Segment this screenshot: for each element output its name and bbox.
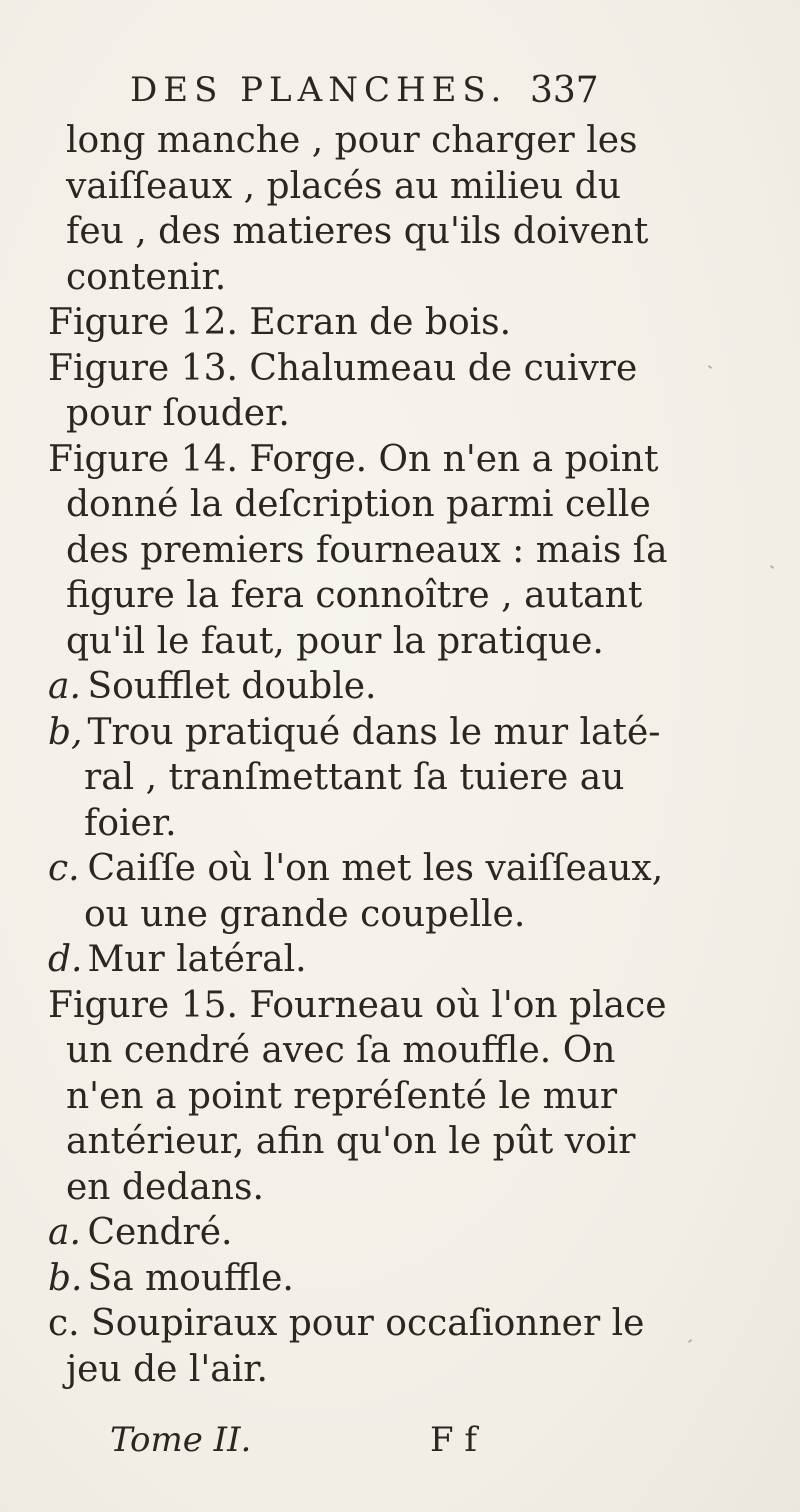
text-line (48, 1301, 768, 1347)
text-line (48, 619, 768, 665)
text-line (48, 710, 768, 756)
text-line (48, 482, 768, 528)
text-line (48, 209, 768, 255)
line-text: Soufflet double. (87, 666, 377, 707)
running-header (130, 70, 630, 110)
text-line (48, 1210, 768, 1256)
line-text: long manche , pour charger les (66, 120, 638, 161)
line-text: c. Soupiraux pour occaſionner le (48, 1303, 645, 1344)
text-line (48, 1165, 768, 1211)
text-line (48, 1256, 768, 1302)
line-text: des premiers fourneaux : mais ſa (66, 529, 668, 571)
line-text: Figure 12. Ecran de bois. (48, 302, 512, 343)
text-line (48, 300, 768, 346)
line-text: figure la fera connoître , autant (66, 575, 643, 616)
line-text: foier. (84, 802, 177, 844)
text-line (48, 937, 768, 983)
line-text: jeu de l'air. (66, 1348, 268, 1390)
item-marker: b. (48, 1257, 83, 1299)
text-line (48, 664, 768, 710)
item-marker: d. (48, 939, 83, 980)
text-line (48, 164, 768, 210)
signature-mark: F f (430, 1420, 477, 1460)
line-text: en dedans. (66, 1166, 264, 1208)
text-line (48, 1347, 768, 1393)
text-line (48, 983, 768, 1029)
item-marker: a. (48, 1212, 81, 1253)
line-text: Cendré. (87, 1212, 233, 1253)
page-number: 337 (530, 70, 599, 111)
line-text: qu'il le faut, pour la pratique. (66, 620, 604, 662)
paper-speck (770, 565, 774, 569)
line-text: Figure 13. Chalumeau de cuivre (48, 347, 638, 389)
text-line (48, 346, 768, 392)
line-text: Trou pratiqué dans le mur laté- (87, 711, 661, 753)
text-line (48, 755, 768, 801)
line-text: feu , des matieres qu'ils doivent (66, 211, 649, 252)
text-line (48, 255, 768, 301)
line-text: Mur latéral. (87, 939, 307, 980)
item-marker: c. (48, 848, 80, 889)
text-line (48, 1074, 768, 1120)
text-line (48, 573, 768, 619)
item-marker: a. (48, 666, 81, 707)
tome-label: Tome II. (110, 1420, 252, 1460)
line-text: ou une grande coupelle. (84, 893, 526, 935)
line-text: contenir. (66, 256, 227, 298)
line-text: pour ſouder. (66, 393, 290, 434)
text-line (48, 1028, 768, 1074)
text-line (48, 801, 768, 847)
line-text: Figure 14. Forge. On n'en a point (48, 438, 659, 480)
page-footer (110, 1420, 710, 1460)
text-line (48, 528, 768, 574)
text-line (48, 437, 768, 483)
line-text: Caiſſe où l'on met les vaiſſeaux, (87, 848, 664, 889)
line-text: vaiſſeaux , placés au milieu du (66, 165, 621, 207)
text-line (48, 118, 768, 164)
text-line (48, 1119, 768, 1165)
text-line (48, 846, 768, 892)
text-line (48, 391, 768, 437)
line-text: Sa mouffle. (87, 1257, 294, 1299)
text-line (48, 892, 768, 938)
running-title: DES PLANCHES. (130, 70, 508, 110)
line-text: un cendré avec ſa mouffle. On (66, 1030, 616, 1071)
line-text: ral , tranſmettant ſa tuiere au (84, 757, 625, 798)
body-text (48, 118, 768, 1392)
item-marker: b, (48, 711, 83, 753)
line-text: Figure 15. Fourneau où l'on place (48, 984, 667, 1026)
line-text: antérieur, afin qu'on le pût voir (66, 1121, 636, 1162)
line-text: donné la deſcription parmi celle (66, 484, 651, 525)
line-text: n'en a point repréſenté le mur (66, 1075, 618, 1117)
